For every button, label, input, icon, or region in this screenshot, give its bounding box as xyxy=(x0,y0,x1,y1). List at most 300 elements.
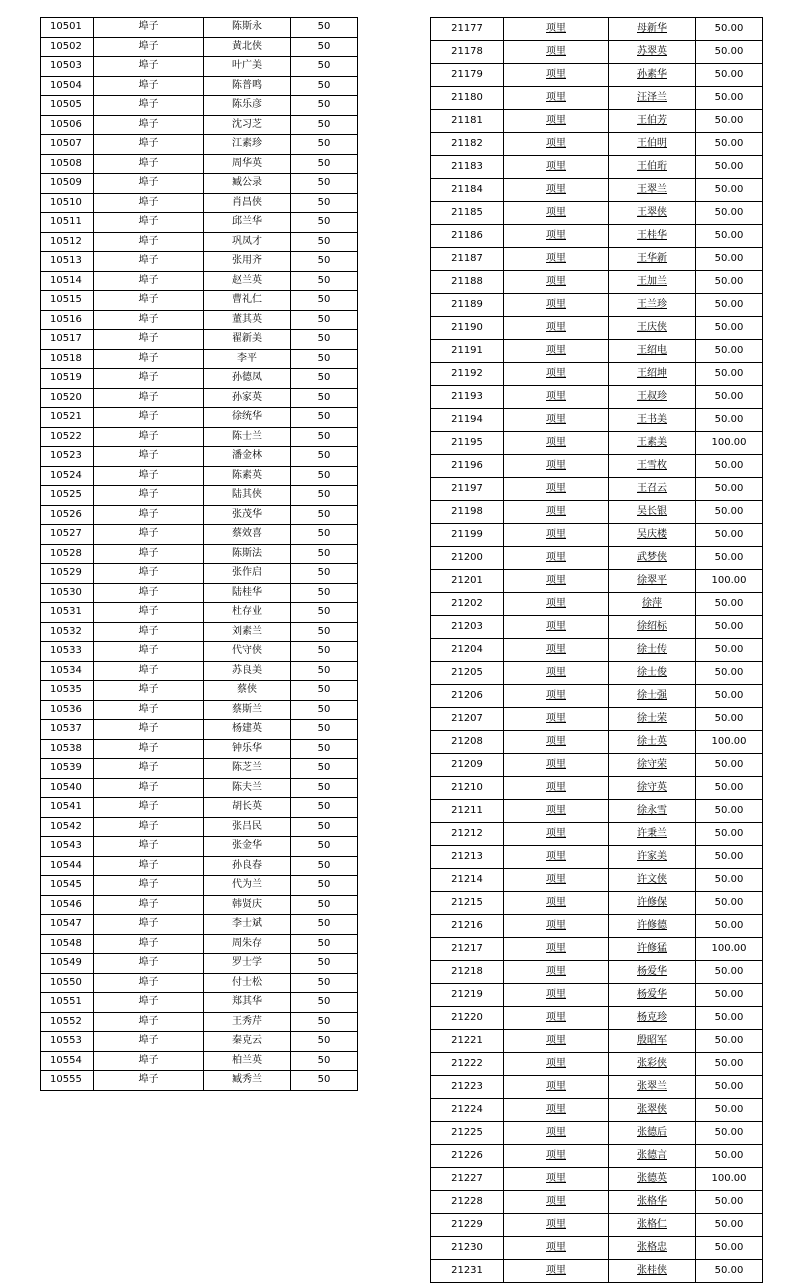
village-cell: 埠子 xyxy=(94,856,204,876)
amount-cell: 50.00 xyxy=(696,1260,763,1283)
name-cell xyxy=(609,547,696,570)
left-table-body xyxy=(41,18,358,1091)
name-text: 孙素华 xyxy=(637,69,667,80)
village-cell: 埠子 xyxy=(94,876,204,896)
table-row xyxy=(41,583,358,603)
name-cell xyxy=(609,179,696,202)
amount-cell: 50.00 xyxy=(696,1191,763,1214)
name-cell: 陈乐彦 xyxy=(204,96,291,116)
id-cell: 21182 xyxy=(431,133,504,156)
village-cell xyxy=(504,1007,609,1030)
name-cell xyxy=(609,892,696,915)
name-cell xyxy=(609,317,696,340)
amount-cell: 50 xyxy=(291,252,358,272)
village-cell xyxy=(504,478,609,501)
table-row xyxy=(41,525,358,545)
id-cell: 10554 xyxy=(41,1051,94,1071)
village-cell xyxy=(504,1191,609,1214)
village-text: 项里 xyxy=(546,759,566,770)
table-row xyxy=(431,317,763,340)
village-text: 项里 xyxy=(546,483,566,494)
table-row xyxy=(41,681,358,701)
name-text: 杨爱华 xyxy=(637,989,667,1000)
village-cell: 埠子 xyxy=(94,135,204,155)
village-cell xyxy=(504,1076,609,1099)
name-cell: 孙家英 xyxy=(204,388,291,408)
id-cell: 10544 xyxy=(41,856,94,876)
village-text: 项里 xyxy=(546,92,566,103)
table-row xyxy=(41,135,358,155)
name-cell: 周华英 xyxy=(204,154,291,174)
amount-cell: 50.00 xyxy=(696,64,763,87)
id-cell: 10533 xyxy=(41,642,94,662)
table-row xyxy=(41,700,358,720)
village-cell xyxy=(504,294,609,317)
village-text: 项里 xyxy=(546,621,566,632)
id-cell: 10504 xyxy=(41,76,94,96)
id-cell: 21194 xyxy=(431,409,504,432)
name-cell xyxy=(609,386,696,409)
table-row xyxy=(431,524,763,547)
id-cell: 21211 xyxy=(431,800,504,823)
village-text: 项里 xyxy=(546,644,566,655)
amount-cell: 50 xyxy=(291,954,358,974)
table-row xyxy=(41,505,358,525)
table-row xyxy=(431,455,763,478)
table-row xyxy=(41,310,358,330)
table-row xyxy=(431,87,763,110)
village-cell: 埠子 xyxy=(94,993,204,1013)
village-cell xyxy=(504,1099,609,1122)
name-text: 王翠兰 xyxy=(637,184,667,195)
village-cell xyxy=(504,685,609,708)
table-row xyxy=(431,1122,763,1145)
table-row xyxy=(41,486,358,506)
village-cell: 埠子 xyxy=(94,154,204,174)
id-cell: 10505 xyxy=(41,96,94,116)
id-cell: 21192 xyxy=(431,363,504,386)
amount-cell: 50 xyxy=(291,193,358,213)
name-cell: 周朱存 xyxy=(204,934,291,954)
village-text: 项里 xyxy=(546,1219,566,1230)
village-cell: 埠子 xyxy=(94,1032,204,1052)
name-cell: 蔡效喜 xyxy=(204,525,291,545)
name-cell: 董其英 xyxy=(204,310,291,330)
village-cell: 埠子 xyxy=(94,37,204,57)
name-cell: 张用齐 xyxy=(204,252,291,272)
name-cell: 叶广美 xyxy=(204,57,291,77)
id-cell: 21201 xyxy=(431,570,504,593)
id-cell: 21177 xyxy=(431,18,504,41)
name-cell: 张作启 xyxy=(204,564,291,584)
amount-cell: 50 xyxy=(291,798,358,818)
amount-cell: 50.00 xyxy=(696,1007,763,1030)
id-cell: 21198 xyxy=(431,501,504,524)
name-text: 许修猛 xyxy=(637,943,667,954)
name-text: 张格华 xyxy=(637,1196,667,1207)
name-text: 徐士传 xyxy=(637,644,667,655)
village-cell xyxy=(504,432,609,455)
table-row xyxy=(431,823,763,846)
village-cell: 埠子 xyxy=(94,1051,204,1071)
table-row xyxy=(41,934,358,954)
id-cell: 21208 xyxy=(431,731,504,754)
name-text: 许秉兰 xyxy=(637,828,667,839)
id-cell: 10538 xyxy=(41,739,94,759)
village-text: 项里 xyxy=(546,437,566,448)
id-cell: 10534 xyxy=(41,661,94,681)
amount-cell: 50 xyxy=(291,330,358,350)
amount-cell: 50.00 xyxy=(696,1145,763,1168)
name-cell xyxy=(609,1145,696,1168)
name-cell: 翟新美 xyxy=(204,330,291,350)
id-cell: 10513 xyxy=(41,252,94,272)
name-text: 徐翠平 xyxy=(637,575,667,586)
amount-cell: 50 xyxy=(291,213,358,233)
name-cell xyxy=(609,754,696,777)
amount-cell: 50.00 xyxy=(696,202,763,225)
village-cell: 埠子 xyxy=(94,661,204,681)
name-text: 王绍电 xyxy=(637,345,667,356)
amount-cell: 50 xyxy=(291,583,358,603)
table-row xyxy=(431,616,763,639)
table-row xyxy=(41,408,358,428)
village-cell xyxy=(504,1168,609,1191)
table-row xyxy=(41,252,358,272)
village-text: 项里 xyxy=(546,943,566,954)
village-text: 项里 xyxy=(546,184,566,195)
amount-cell: 50 xyxy=(291,739,358,759)
table-row xyxy=(431,501,763,524)
id-cell: 10548 xyxy=(41,934,94,954)
village-cell xyxy=(504,386,609,409)
village-cell xyxy=(504,1237,609,1260)
id-cell: 10555 xyxy=(41,1071,94,1091)
village-text: 项里 xyxy=(546,897,566,908)
amount-cell: 50.00 xyxy=(696,179,763,202)
table-row xyxy=(41,622,358,642)
name-cell: 孙德凤 xyxy=(204,369,291,389)
id-cell: 21180 xyxy=(431,87,504,110)
id-cell: 21206 xyxy=(431,685,504,708)
name-cell xyxy=(609,248,696,271)
table-row xyxy=(41,1032,358,1052)
amount-cell: 50 xyxy=(291,486,358,506)
table-row xyxy=(41,993,358,1013)
amount-cell: 50 xyxy=(291,369,358,389)
name-cell xyxy=(609,616,696,639)
amount-cell: 50 xyxy=(291,447,358,467)
village-cell: 埠子 xyxy=(94,76,204,96)
name-cell xyxy=(609,777,696,800)
name-cell: 李士斌 xyxy=(204,915,291,935)
name-cell xyxy=(609,294,696,317)
id-cell: 21191 xyxy=(431,340,504,363)
amount-cell: 50.00 xyxy=(696,501,763,524)
table-row xyxy=(431,754,763,777)
amount-cell: 50.00 xyxy=(696,754,763,777)
village-text: 项里 xyxy=(546,322,566,333)
name-text: 殷昭军 xyxy=(637,1035,667,1046)
village-text: 项里 xyxy=(546,23,566,34)
name-cell: 江素珍 xyxy=(204,135,291,155)
amount-cell: 50.00 xyxy=(696,823,763,846)
table-row xyxy=(41,1012,358,1032)
table-row xyxy=(431,984,763,1007)
amount-cell: 50.00 xyxy=(696,41,763,64)
amount-cell: 50 xyxy=(291,57,358,77)
table-row xyxy=(431,1260,763,1283)
village-cell: 埠子 xyxy=(94,895,204,915)
village-cell xyxy=(504,731,609,754)
name-text: 吴庆楼 xyxy=(637,529,667,540)
amount-cell: 50.00 xyxy=(696,708,763,731)
table-row xyxy=(41,174,358,194)
name-cell: 沈习芝 xyxy=(204,115,291,135)
name-text: 王叔珍 xyxy=(637,391,667,402)
name-text: 徐守荣 xyxy=(637,759,667,770)
amount-cell: 50.00 xyxy=(696,455,763,478)
village-cell xyxy=(504,409,609,432)
id-cell: 21205 xyxy=(431,662,504,685)
id-cell: 21184 xyxy=(431,179,504,202)
table-row xyxy=(431,570,763,593)
amount-cell: 50.00 xyxy=(696,1099,763,1122)
amount-cell: 50.00 xyxy=(696,110,763,133)
name-text: 王兰珍 xyxy=(637,299,667,310)
table-row xyxy=(41,213,358,233)
id-cell: 21229 xyxy=(431,1214,504,1237)
id-cell: 21188 xyxy=(431,271,504,294)
amount-cell: 50.00 xyxy=(696,18,763,41)
id-cell: 21214 xyxy=(431,869,504,892)
village-text: 项里 xyxy=(546,782,566,793)
left-payment-table xyxy=(40,17,358,1091)
amount-cell: 100.00 xyxy=(696,1168,763,1191)
name-text: 徐绍标 xyxy=(637,621,667,632)
name-cell xyxy=(609,662,696,685)
name-text: 王桂华 xyxy=(637,230,667,241)
table-row xyxy=(41,349,358,369)
id-cell: 21219 xyxy=(431,984,504,1007)
village-text: 项里 xyxy=(546,828,566,839)
name-cell xyxy=(609,409,696,432)
amount-cell: 50 xyxy=(291,96,358,116)
id-cell: 21212 xyxy=(431,823,504,846)
id-cell: 21202 xyxy=(431,593,504,616)
village-cell: 埠子 xyxy=(94,759,204,779)
name-cell: 钟乐华 xyxy=(204,739,291,759)
village-text: 项里 xyxy=(546,874,566,885)
id-cell: 21221 xyxy=(431,1030,504,1053)
name-cell xyxy=(609,18,696,41)
name-text: 张德英 xyxy=(637,1173,667,1184)
village-cell xyxy=(504,248,609,271)
id-cell: 21183 xyxy=(431,156,504,179)
table-row xyxy=(431,271,763,294)
village-cell: 埠子 xyxy=(94,798,204,818)
name-cell: 曹礼仁 xyxy=(204,291,291,311)
amount-cell: 50 xyxy=(291,973,358,993)
village-cell xyxy=(504,1030,609,1053)
id-cell: 21189 xyxy=(431,294,504,317)
id-cell: 10540 xyxy=(41,778,94,798)
table-row xyxy=(431,1237,763,1260)
amount-cell: 50 xyxy=(291,310,358,330)
table-row xyxy=(41,57,358,77)
name-cell xyxy=(609,1007,696,1030)
name-text: 杨克珍 xyxy=(637,1012,667,1023)
amount-cell: 50.00 xyxy=(696,593,763,616)
name-cell: 付士松 xyxy=(204,973,291,993)
village-cell xyxy=(504,1122,609,1145)
name-text: 张德后 xyxy=(637,1127,667,1138)
village-cell: 埠子 xyxy=(94,778,204,798)
id-cell: 10501 xyxy=(41,18,94,38)
table-row xyxy=(41,18,358,38)
amount-cell: 50.00 xyxy=(696,1053,763,1076)
id-cell: 10546 xyxy=(41,895,94,915)
village-cell: 埠子 xyxy=(94,486,204,506)
amount-cell: 50.00 xyxy=(696,915,763,938)
village-cell xyxy=(504,524,609,547)
name-cell: 罗士学 xyxy=(204,954,291,974)
table-row xyxy=(41,603,358,623)
name-cell: 陈素英 xyxy=(204,466,291,486)
id-cell: 10527 xyxy=(41,525,94,545)
name-cell: 潘金林 xyxy=(204,447,291,467)
name-cell: 秦克云 xyxy=(204,1032,291,1052)
amount-cell: 50 xyxy=(291,876,358,896)
name-cell xyxy=(609,570,696,593)
name-text: 王书美 xyxy=(637,414,667,425)
table-row xyxy=(41,1051,358,1071)
name-cell xyxy=(609,340,696,363)
village-cell: 埠子 xyxy=(94,739,204,759)
table-row xyxy=(41,954,358,974)
name-text: 张桂侠 xyxy=(637,1265,667,1276)
village-text: 项里 xyxy=(546,1265,566,1276)
amount-cell: 50 xyxy=(291,232,358,252)
table-row xyxy=(41,817,358,837)
id-cell: 10512 xyxy=(41,232,94,252)
name-cell: 陆桂华 xyxy=(204,583,291,603)
id-cell: 10515 xyxy=(41,291,94,311)
village-text: 项里 xyxy=(546,1127,566,1138)
name-cell xyxy=(609,1076,696,1099)
amount-cell: 50 xyxy=(291,291,358,311)
village-cell xyxy=(504,179,609,202)
table-row xyxy=(431,156,763,179)
name-cell xyxy=(609,64,696,87)
name-cell: 张茂华 xyxy=(204,505,291,525)
id-cell: 10529 xyxy=(41,564,94,584)
name-text: 王素美 xyxy=(637,437,667,448)
village-text: 项里 xyxy=(546,414,566,425)
village-cell: 埠子 xyxy=(94,388,204,408)
village-cell xyxy=(504,708,609,731)
name-cell xyxy=(609,1099,696,1122)
table-row xyxy=(431,777,763,800)
amount-cell: 50 xyxy=(291,642,358,662)
name-cell xyxy=(609,593,696,616)
village-cell xyxy=(504,547,609,570)
id-cell: 10503 xyxy=(41,57,94,77)
id-cell: 10509 xyxy=(41,174,94,194)
table-row xyxy=(431,1030,763,1053)
id-cell: 21185 xyxy=(431,202,504,225)
name-cell xyxy=(609,915,696,938)
table-row xyxy=(431,1168,763,1191)
village-cell xyxy=(504,823,609,846)
name-text: 张德言 xyxy=(637,1150,667,1161)
name-text: 徐永雪 xyxy=(637,805,667,816)
name-cell xyxy=(609,685,696,708)
village-cell xyxy=(504,1214,609,1237)
name-text: 许修保 xyxy=(637,897,667,908)
id-cell: 21210 xyxy=(431,777,504,800)
name-cell: 张吕民 xyxy=(204,817,291,837)
id-cell: 10510 xyxy=(41,193,94,213)
name-text: 王翠侠 xyxy=(637,207,667,218)
id-cell: 10521 xyxy=(41,408,94,428)
village-cell: 埠子 xyxy=(94,583,204,603)
name-cell xyxy=(609,1191,696,1214)
table-row xyxy=(41,837,358,857)
amount-cell: 50 xyxy=(291,759,358,779)
village-text: 项里 xyxy=(546,690,566,701)
village-text: 项里 xyxy=(546,1081,566,1092)
id-cell: 21187 xyxy=(431,248,504,271)
amount-cell: 50.00 xyxy=(696,271,763,294)
id-cell: 21195 xyxy=(431,432,504,455)
village-text: 项里 xyxy=(546,736,566,747)
id-cell: 10524 xyxy=(41,466,94,486)
name-cell xyxy=(609,938,696,961)
amount-cell: 100.00 xyxy=(696,432,763,455)
village-text: 项里 xyxy=(546,138,566,149)
name-cell xyxy=(609,1053,696,1076)
amount-cell: 50.00 xyxy=(696,685,763,708)
amount-cell: 50.00 xyxy=(696,639,763,662)
id-cell: 10530 xyxy=(41,583,94,603)
id-cell: 21230 xyxy=(431,1237,504,1260)
name-cell: 臧秀兰 xyxy=(204,1071,291,1091)
amount-cell: 50 xyxy=(291,993,358,1013)
name-cell xyxy=(609,1214,696,1237)
id-cell: 21224 xyxy=(431,1099,504,1122)
amount-cell: 50.00 xyxy=(696,156,763,179)
amount-cell: 50.00 xyxy=(696,225,763,248)
village-text: 项里 xyxy=(546,299,566,310)
name-cell xyxy=(609,961,696,984)
village-cell xyxy=(504,570,609,593)
name-cell xyxy=(609,455,696,478)
table-row xyxy=(41,447,358,467)
table-row xyxy=(431,1145,763,1168)
table-row xyxy=(41,564,358,584)
table-row xyxy=(431,133,763,156)
village-cell: 埠子 xyxy=(94,369,204,389)
village-text: 项里 xyxy=(546,368,566,379)
village-cell xyxy=(504,156,609,179)
id-cell: 10541 xyxy=(41,798,94,818)
village-cell: 埠子 xyxy=(94,193,204,213)
amount-cell: 50 xyxy=(291,408,358,428)
name-text: 张翠兰 xyxy=(637,1081,667,1092)
village-cell: 埠子 xyxy=(94,934,204,954)
village-cell xyxy=(504,869,609,892)
